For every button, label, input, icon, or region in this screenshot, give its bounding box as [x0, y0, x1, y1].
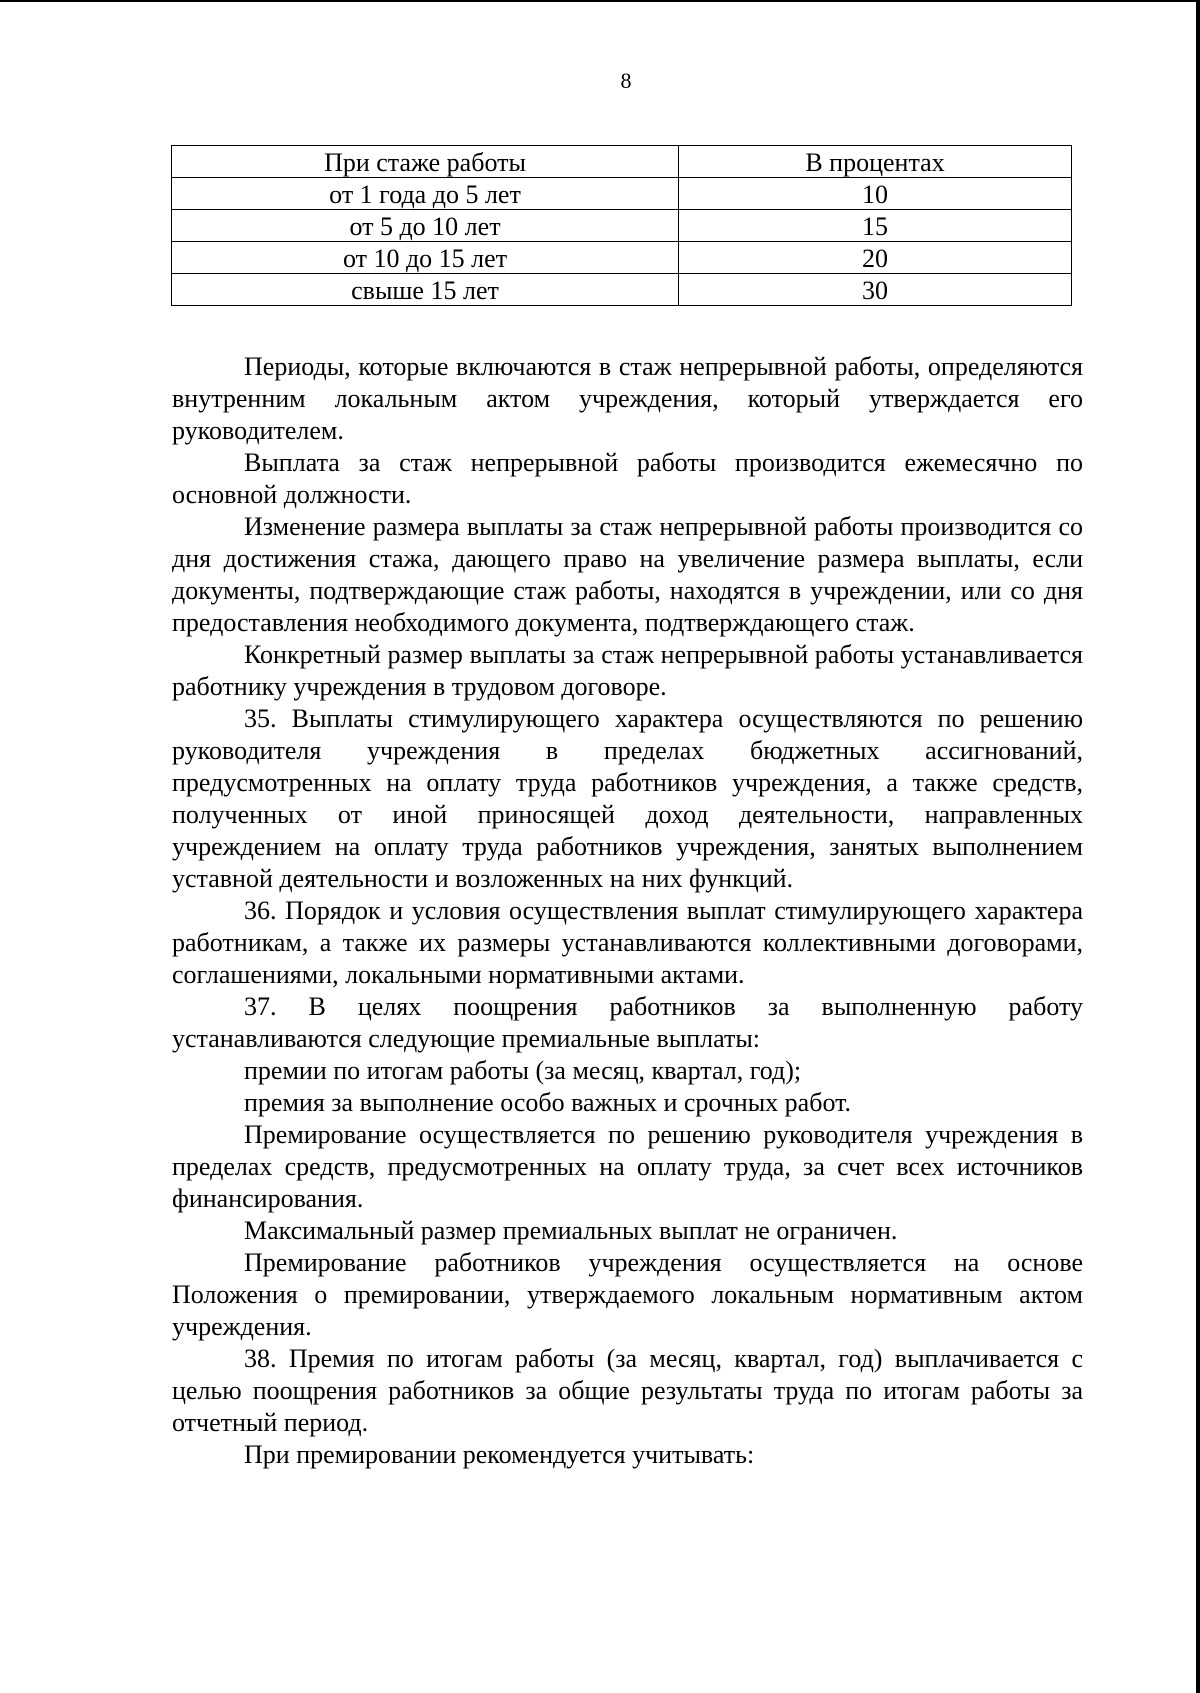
cell-percent: 30: [679, 274, 1072, 306]
list-item: премия за выполнение особо важных и срочных работ.: [244, 1088, 852, 1117]
table-header-row: [172, 146, 1072, 178]
paragraph: 37. В целях поощрения работников за выполненную работу устанавливаются следующие премиальные выплаты:: [172, 992, 1083, 1053]
header-seniority: При стаже работы: [172, 146, 679, 178]
table-row: [172, 242, 1072, 274]
header-percent: В процентах: [679, 146, 1072, 178]
cell-percent: 20: [679, 242, 1072, 274]
table-row: [172, 210, 1072, 242]
paragraph: Конкретный размер выплаты за стаж непрерывной работы устанавливается работнику учреждения в трудовом договоре.: [172, 640, 1083, 701]
paragraph: 35. Выплаты стимулирующего характера осуществляются по решению руководителя учреждения в пределах бюджетных ассигнований, предусмотренных на оплату труда работников учреждения, а также средств, полученных от иной приносящей доход деятельности, направленных учреждением на оплату труда работников учреждения, занятых выполнением уставной деятельности и возложенных на них функций.: [172, 704, 1083, 893]
cell-seniority: от 10 до 15 лет: [172, 242, 679, 274]
table-row: [172, 178, 1072, 210]
paragraph: 38. Премия по итогам работы (за месяц, квартал, год) выплачивается с целью поощрения работников за общие результаты труда по итогам работы за отчетный период.: [172, 1344, 1083, 1437]
cell-seniority: свыше 15 лет: [172, 274, 679, 306]
cell-seniority: от 5 до 10 лет: [172, 210, 679, 242]
paragraph: Изменение размера выплаты за стаж непрерывной работы производится со дня достижения стажа, дающего право на увеличение размера выплаты, если документы, подтверждающие стаж работы, находятся в учреждении, или со дня предоставления необходимого документа, подтверждающего стаж.: [172, 512, 1083, 637]
table-row: [172, 274, 1072, 306]
paragraph: Выплата за стаж непрерывной работы производится ежемесячно по основной должности.: [172, 448, 1083, 509]
paragraph: Максимальный размер премиальных выплат не ограничен.: [244, 1216, 898, 1245]
seniority-table: [171, 145, 1072, 306]
paragraph: Премирование работников учреждения осуществляется на основе Положения о премировании, утверждаемого локальным нормативным актом учреждения.: [172, 1248, 1083, 1341]
paragraph: Периоды, которые включаются в стаж непрерывной работы, определяются внутренним локальным актом учреждения, который утверждается его руководителем.: [172, 352, 1083, 445]
page-number: 8: [620, 68, 632, 93]
paragraph: При премировании рекомендуется учитывать:: [244, 1440, 755, 1469]
document-body: [172, 351, 1083, 1471]
cell-seniority: от 1 года до 5 лет: [172, 178, 679, 210]
cell-percent: 10: [679, 178, 1072, 210]
paragraph: 36. Порядок и условия осуществления выплат стимулирующего характера работникам, а также их размеры устанавливаются коллективными договорами, соглашениями, локальными нормативными актами.: [172, 896, 1083, 989]
paragraph: Премирование осуществляется по решению руководителя учреждения в пределах средств, предусмотренных на оплату труда, за счет всех источников финансирования.: [172, 1120, 1083, 1213]
list-item: премии по итогам работы (за месяц, квартал, год);: [244, 1056, 802, 1085]
cell-percent: 15: [679, 210, 1072, 242]
